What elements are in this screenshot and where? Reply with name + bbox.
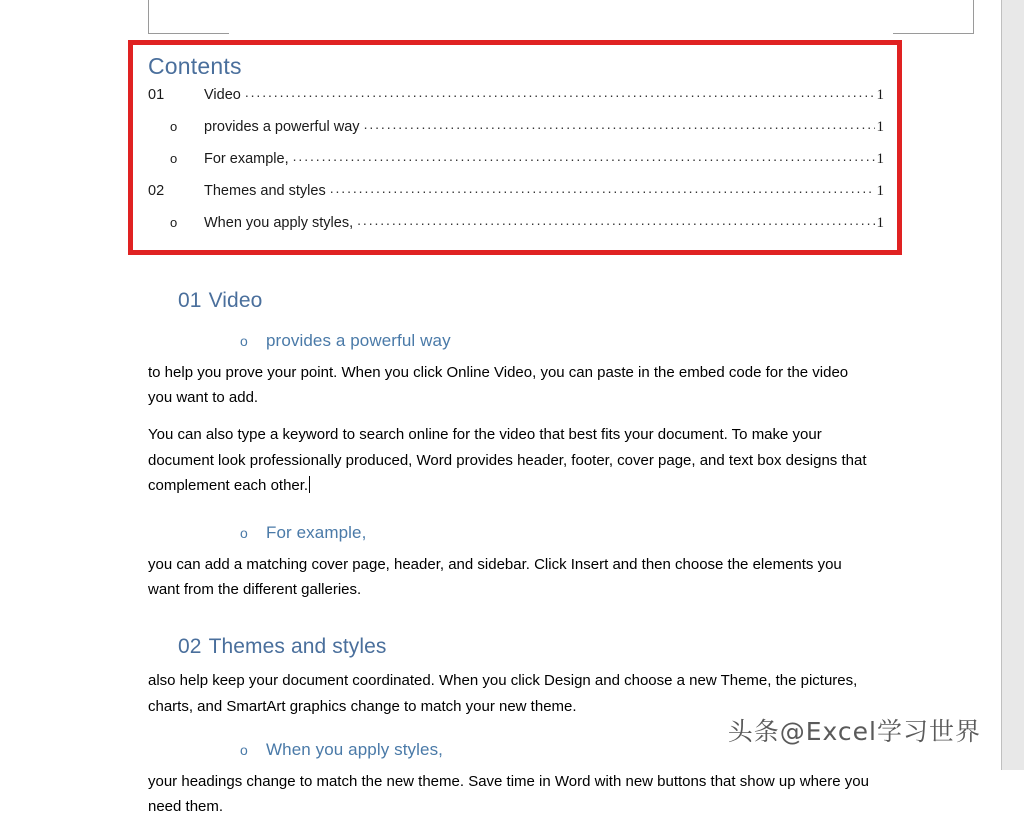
spacer bbox=[0, 719, 1001, 737]
subheading-provides-a-powerful-way bbox=[0, 328, 1001, 354]
paragraph-with-caret[interactable] bbox=[0, 422, 1001, 498]
subheading-text: For example, bbox=[266, 523, 367, 543]
heading-02 bbox=[0, 632, 1001, 662]
paragraph: you can add a matching cover page, header, and sidebar. Click Insert and then choose the elements you want from the different galleries. bbox=[148, 556, 842, 599]
vertical-scrollbar-track[interactable] bbox=[1001, 0, 1024, 770]
toc-entry-bullet-icon: o bbox=[170, 119, 178, 134]
toc-entry-bullet-icon: o bbox=[170, 215, 178, 230]
toc-entry-label: Video bbox=[204, 87, 241, 103]
spacer bbox=[0, 602, 1001, 632]
toc-dot-leader bbox=[245, 84, 875, 100]
table-of-contents bbox=[148, 52, 884, 246]
subheading-text: When you apply styles, bbox=[266, 739, 444, 759]
document-body[interactable] bbox=[0, 286, 1001, 819]
toc-entry-bullet-icon: o bbox=[170, 151, 178, 166]
subheading-for-example bbox=[0, 520, 1001, 546]
text-cursor bbox=[309, 476, 310, 493]
toc-entry[interactable] bbox=[148, 150, 884, 182]
toc-dot-leader bbox=[364, 116, 875, 132]
toc-entry-number: 02 bbox=[148, 183, 165, 199]
toc-entry[interactable] bbox=[148, 86, 884, 118]
toc-dot-leader bbox=[330, 180, 875, 196]
margin-corner-mark-top-left bbox=[148, 0, 229, 34]
bullet-circle-icon: o bbox=[240, 525, 248, 542]
subheading-text: provides a powerful way bbox=[266, 331, 451, 350]
heading-02-text: Themes and styles bbox=[208, 635, 387, 659]
toc-entry-page: 1 bbox=[876, 215, 884, 231]
paragraph: your headings change to match the new theme. Save time in Word with new buttons that show up where you need them. bbox=[148, 772, 869, 816]
watermark-text: 头条@Excel学习世界 bbox=[727, 717, 981, 746]
subheading-when-you-apply-styles bbox=[0, 737, 1001, 763]
paragraph-text: You can also type a keyword to search online for the video that best fits your document. To make your document look professionally produced, Word provides header, footer, cover page, and text box designs that complement each other. bbox=[148, 426, 867, 494]
toc-entry-page: 1 bbox=[876, 87, 884, 103]
paragraph: to help you prove your point. When you click Online Video, you can paste in the embed code for the video you want to add. bbox=[148, 364, 849, 407]
margin-corner-mark-top-right bbox=[893, 0, 974, 34]
toc-entry-page: 1 bbox=[876, 183, 884, 199]
toc-entry-label: provides a powerful way bbox=[204, 119, 360, 135]
toc-entry-page: 1 bbox=[876, 119, 884, 135]
toc-title: Contents bbox=[148, 53, 242, 79]
toc-entry[interactable] bbox=[148, 118, 884, 150]
toc-entry-label: Themes and styles bbox=[204, 183, 326, 199]
spacer bbox=[0, 410, 1001, 422]
heading-01 bbox=[0, 286, 1001, 316]
toc-entry-label: When you apply styles, bbox=[204, 215, 354, 231]
spacer bbox=[0, 316, 1001, 328]
toc-entry-label: For example, bbox=[204, 151, 289, 167]
paragraph: also help keep your document coordinated. When you click Design and choose a new Theme, the pictures, charts, and SmartArt graphics change to match your new theme. bbox=[148, 672, 858, 715]
heading-02-number: 02 bbox=[178, 635, 202, 659]
heading-01-number: 01 bbox=[178, 289, 202, 312]
toc-entry-number: 01 bbox=[148, 87, 165, 103]
toc-entry[interactable] bbox=[148, 214, 884, 246]
toc-entry-page: 1 bbox=[876, 151, 884, 167]
spacer bbox=[0, 498, 1001, 520]
toc-dot-leader bbox=[357, 212, 874, 228]
heading-01-text: Video bbox=[208, 289, 263, 312]
bullet-circle-icon: o bbox=[240, 333, 248, 349]
bullet-circle-icon: o bbox=[240, 741, 248, 758]
toc-dot-leader bbox=[293, 148, 875, 164]
toc-entry[interactable] bbox=[148, 182, 884, 214]
